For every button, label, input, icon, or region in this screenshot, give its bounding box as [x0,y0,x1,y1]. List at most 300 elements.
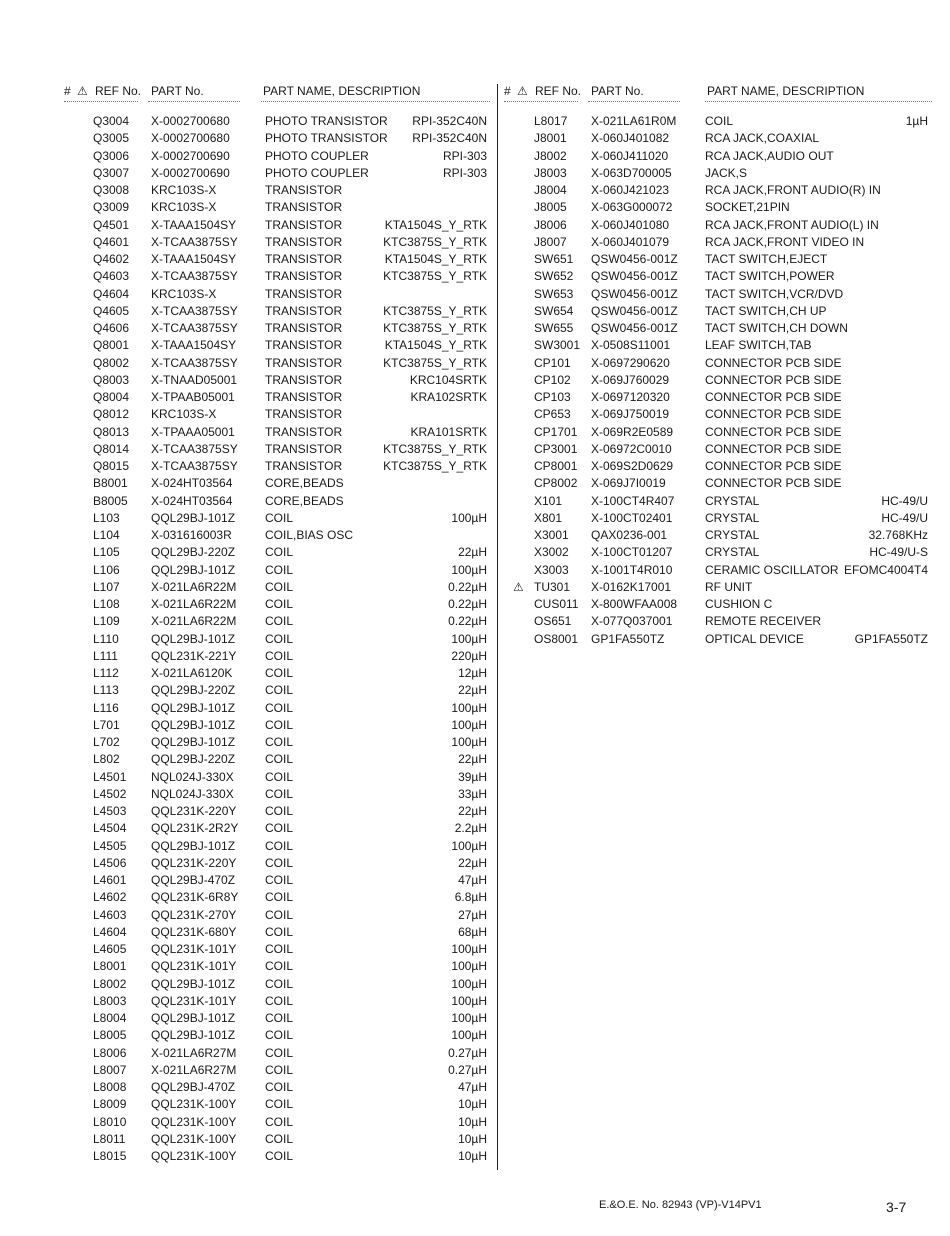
table-row [64,1131,490,1148]
value-cell: 0.22µH [448,614,487,629]
ref-no-cell: L111 [93,648,118,663]
part-no-cell: X-TAAA1504SY [151,252,237,266]
description-cell: COIL [265,666,294,680]
ref-no-cell: Q8002 [93,355,130,370]
description-cell: COIL [265,838,294,853]
part-no-cell: X-021LA6R22M [151,614,237,629]
table-row [64,872,490,889]
table-row [64,717,490,734]
part-no-cell: X-0697290620 [591,355,670,370]
part-no-cell: X-063D700005 [591,165,672,180]
description-cell: TRANSISTOR [265,252,343,266]
value-cell: 22µH [458,683,487,698]
value-cell: RPI-303 [442,165,487,180]
part-no-cell: X-077Q037001 [591,614,673,629]
value-cell: KTC3875S_Y_RTK [383,234,487,249]
table-row [504,613,932,630]
ref-no-cell: L8001 [93,959,127,974]
value-cell: 22µH [458,855,487,870]
ref-no-cell: CP653 [534,407,571,422]
table-row [504,217,932,234]
description-cell: COIL [265,786,294,801]
value-cell: 22µH [458,752,487,767]
value-cell: 10µH [458,1131,487,1146]
ref-no-cell: Q3006 [93,148,130,163]
value-cell: 100µH [451,700,487,715]
value-cell: 10µH [458,1149,487,1163]
ref-no-cell: OS651 [534,614,572,629]
part-no-cell: X-TCAA3875SY [151,441,238,456]
description-cell: TACT SWITCH,VCR/DVD [705,286,844,301]
ref-no-cell: B8005 [93,493,128,508]
value-cell: KTA1504S_Y_RTK [384,252,487,266]
part-no-cell: X-TAAA1504SY [151,338,237,353]
table-row [64,1027,490,1044]
ref-no-cell: SW652 [534,269,574,284]
ref-no-cell: Q3008 [93,183,130,197]
ref-no-cell: Q4602 [93,252,130,266]
part-no-cell: X-TAAA1504SY [151,217,237,232]
table-row [64,907,490,924]
part-no-cell: X-060J401080 [591,217,670,232]
description-cell: COIL [265,873,294,887]
part-no-cell: X-031616003R [151,528,232,542]
table-row [64,475,490,492]
table-row [64,648,490,665]
value-cell: EFOMC4004T4 [843,562,928,577]
table-row [64,303,490,320]
description-cell: JACK,S [705,165,748,180]
value-cell: 22µH [458,545,487,560]
parts-list-left [64,82,490,1165]
description-cell: RCA JACK,FRONT AUDIO(L) IN [705,217,879,232]
part-no-cell: QQL29BJ-101Z [151,735,236,749]
part-no-cell: QQL29BJ-101Z [151,700,236,715]
ref-no-cell: J8002 [534,148,567,163]
part-no-cell: QQL29BJ-220Z [151,683,236,698]
part-no-cell: X-021LA6R27M [151,1062,237,1077]
table-row [64,527,490,544]
table-row [64,820,490,837]
part-no-cell: QSW0456-001Z [591,252,678,266]
description-cell: TACT SWITCH,CH UP [705,303,827,318]
table-row [64,924,490,941]
description-cell: CRYSTAL [705,528,760,542]
description-cell: CORE,BEADS [265,493,344,508]
ref-no-cell: L113 [93,683,119,698]
part-no-cell: QQL29BJ-101Z [151,1011,236,1025]
description-cell: COIL [265,1028,294,1043]
part-no-cell: X-0002700690 [151,165,230,180]
value-cell: 220µH [451,648,487,663]
ref-no-cell: L8002 [93,976,127,991]
description-cell: CRYSTAL [705,510,760,525]
description-cell: CONNECTOR PCB SIDE [705,476,842,491]
description-cell: CONNECTOR PCB SIDE [705,372,842,387]
table-row [64,424,490,441]
footer-note: E.&O.E. No. 82943 (VP)-V14PV1 [599,1199,762,1211]
table-row [64,355,490,372]
description-cell: COIL [265,942,294,956]
description-cell: COIL [265,631,294,646]
description-cell: COIL [265,1062,294,1077]
table-row [64,165,490,182]
part-no-cell: X-1001T4R010 [591,562,673,577]
ref-no-cell: L107 [93,579,120,594]
ref-no-cell: J8006 [534,217,567,232]
value-cell: 0.27µH [448,1045,487,1060]
table-row [64,976,490,993]
description-cell: RCA JACK,FRONT VIDEO IN [705,234,865,249]
table-row [64,579,490,596]
description-cell: COIL [265,752,294,767]
part-no-cell: QQL231K-100Y [151,1149,237,1163]
part-no-cell: QQL29BJ-220Z [151,545,236,560]
table-row [64,286,490,303]
table-row [504,544,932,561]
description-cell: COIL [265,545,294,560]
table-row [64,700,490,717]
part-no-cell: KRC103S-X [151,200,217,215]
table-row [64,251,490,268]
value-cell: 100µH [451,562,487,577]
ref-no-cell: Q8015 [93,459,130,473]
ref-no-cell: L4502 [93,786,127,801]
description-cell: RCA JACK,COAXIAL [705,131,820,146]
part-no-cell: X-100CT01207 [591,545,673,560]
part-no-cell: KRC103S-X [151,183,217,197]
part-no-cell: QQL29BJ-220Z [151,752,236,767]
ref-no-cell: J8005 [534,200,567,215]
description-cell: CUSHION C [705,597,773,611]
table-row [64,734,490,751]
ref-no-cell: L104 [93,528,120,542]
ref-no-cell: Q4605 [93,303,130,318]
part-no-cell: QQL231K-220Y [151,804,237,818]
description-cell: COIL [265,510,294,525]
ref-no-cell: Q8001 [93,338,130,353]
description-cell: TRANSISTOR [265,390,343,404]
description-cell: COIL [265,993,294,1008]
part-no-cell: QQL231K-221Y [151,648,237,663]
part-no-cell: X-060J421023 [591,183,670,197]
table-row [504,458,932,475]
ref-no-cell: CUS011 [534,597,579,611]
table-row [504,320,932,337]
part-no-cell: KRC103S-X [151,407,217,422]
ref-no-cell: Q3007 [93,165,130,180]
ref-no-cell: L8006 [93,1045,127,1060]
ref-no-cell: SW655 [534,321,574,335]
table-row [64,320,490,337]
part-no-cell: X-100CT02401 [591,510,673,525]
part-no-cell: X-TNAAD05001 [151,372,238,387]
part-no-cell: NQL024J-330X [151,786,234,801]
table-row [64,1148,490,1165]
part-no-cell: X-0002700680 [151,131,230,146]
ref-no-cell: L802 [93,752,120,767]
part-no-cell: X-069J760029 [591,372,670,387]
part-no-cell: QQL231K-270Y [151,907,237,922]
description-cell: TACT SWITCH,POWER [705,269,835,284]
header-underline [588,101,680,102]
description-cell: COIL [265,821,294,836]
table-row [64,458,490,475]
value-cell: 32.768KHz [868,528,928,542]
description-cell: REMOTE RECEIVER [705,614,822,629]
part-no-cell: QQL29BJ-101Z [151,976,236,991]
ref-no-cell: L4506 [93,855,127,870]
description-cell: COIL [265,683,294,698]
table-header-right [504,82,932,104]
table-row [504,389,932,406]
value-cell: HC-49/U-S [869,545,928,560]
part-no-cell: X-800WFAA008 [591,597,678,611]
value-cell: 100µH [451,959,487,974]
description-cell: PHOTO TRANSISTOR [265,114,388,128]
description-cell: CRYSTAL [705,493,760,508]
description-cell: TRANSISTOR [265,286,343,301]
ref-no-cell: Q8012 [93,407,130,422]
table-row [64,1096,490,1113]
value-cell: KTC3875S_Y_RTK [383,355,487,370]
description-cell: CONNECTOR PCB SIDE [705,355,842,370]
table-row [64,751,490,768]
part-no-cell: QQL231K-101Y [151,959,237,974]
part-no-cell: QQL231K-101Y [151,993,237,1008]
header-hash: # [64,84,71,98]
ref-no-cell: L8007 [93,1062,127,1077]
ref-no-cell: L4505 [93,838,127,853]
table-row [64,372,490,389]
description-cell: COIL [265,597,294,611]
value-cell: 100µH [451,631,487,646]
table-row [504,596,932,613]
ref-no-cell: L106 [93,562,120,577]
value-cell: KTC3875S_Y_RTK [383,269,487,284]
description-cell: COIL [265,959,294,974]
ref-no-cell: L4501 [93,769,127,784]
part-no-cell: QQL29BJ-101Z [151,838,236,853]
table-row [64,631,490,648]
value-cell: HC-49/U [881,493,928,508]
table-header-left [64,82,490,104]
description-cell: COIL [265,1114,294,1129]
table-row [64,113,490,130]
header-underline [504,101,578,102]
value-cell: 47µH [458,873,487,887]
part-no-cell: X-0508S11001 [591,338,671,353]
part-no-cell: X-060J401079 [591,234,670,249]
part-no-cell: X-021LA61R0M [591,114,677,128]
table-row [504,182,932,199]
ref-no-cell: Q4501 [93,217,130,232]
table-row [504,493,932,510]
part-no-cell: X-TCAA3875SY [151,459,238,473]
description-cell: COIL [265,648,294,663]
part-no-cell: QQL231K-680Y [151,924,237,939]
part-no-cell: QAX0236-001 [591,528,668,542]
ref-no-cell: L4503 [93,804,127,818]
table-row [64,182,490,199]
value-cell: KTC3875S_Y_RTK [383,459,487,473]
warning-icon: ⚠ [77,84,88,98]
ref-no-cell: L103 [93,510,120,525]
part-no-cell: QQL29BJ-101Z [151,631,236,646]
table-row [504,199,932,216]
description-cell: RF UNIT [705,579,753,594]
description-cell: TRANSISTOR [265,459,343,473]
part-no-cell: X-024HT03564 [151,476,233,491]
table-row [64,406,490,423]
value-cell: KRA102SRTK [410,390,487,404]
table-row [504,130,932,147]
safety-warning-icon: ⚠ [513,579,524,594]
part-no-cell: X-0162K17001 [591,579,672,594]
table-row [64,855,490,872]
ref-no-cell: X3003 [534,562,569,577]
value-cell: RPI-303 [442,148,487,163]
value-cell: 1µH [905,114,928,128]
ref-no-cell: CP8002 [534,476,578,491]
ref-no-cell: Q3004 [93,114,130,128]
part-no-cell: QQL231K-101Y [151,942,237,956]
table-row [64,682,490,699]
table-row [504,631,932,648]
description-cell: COIL [265,735,294,749]
ref-no-cell: L110 [93,631,119,646]
part-no-cell: NQL024J-330X [151,769,234,784]
description-cell: COIL [265,1149,294,1163]
table-row [64,803,490,820]
table-row [64,1079,490,1096]
part-no-cell: QSW0456-001Z [591,269,678,284]
ref-no-cell: L8011 [93,1131,126,1146]
table-row [64,613,490,630]
ref-no-cell: L112 [93,666,119,680]
table-row [64,562,490,579]
description-cell: COIL [265,1080,294,1094]
ref-no-cell: L109 [93,614,120,629]
value-cell: 68µH [458,924,487,939]
table-row [64,1062,490,1079]
value-cell: GP1FA550TZ [854,631,928,646]
part-no-cell: X-069R2E0589 [591,424,674,439]
description-cell: TRANSISTOR [265,355,343,370]
description-cell: COIL [265,579,294,594]
part-no-cell: X-TCAA3875SY [151,355,238,370]
table-row [504,268,932,285]
description-cell: CONNECTOR PCB SIDE [705,441,842,456]
table-row [64,889,490,906]
table-row [64,1010,490,1027]
description-cell: COIL [265,976,294,991]
description-cell: TRANSISTOR [265,217,343,232]
ref-no-cell: J8003 [534,165,567,180]
table-row [504,113,932,130]
header-description: PART NAME, DESCRIPTION [263,84,421,98]
part-no-cell: X-TCAA3875SY [151,303,238,318]
table-row [504,475,932,492]
ref-no-cell: SW651 [534,252,574,266]
table-row [64,234,490,251]
description-cell: PHOTO TRANSISTOR [265,131,388,146]
header-description: PART NAME, DESCRIPTION [707,84,865,98]
part-no-cell: X-06972C0010 [591,441,672,456]
value-cell: KRA101SRTK [410,424,487,439]
description-cell: OPTICAL DEVICE [705,631,804,646]
ref-no-cell: Q3009 [93,200,130,215]
value-cell: 6.8µH [454,890,487,905]
ref-no-cell: Q4606 [93,321,130,335]
description-cell: CONNECTOR PCB SIDE [705,390,842,404]
description-cell: COIL [265,562,294,577]
table-row [64,199,490,216]
part-no-cell: QQL231K-2R2Y [151,821,239,836]
table-row [64,665,490,682]
table-row [504,234,932,251]
part-no-cell: X-069J7I0019 [591,476,666,491]
description-cell: CONNECTOR PCB SIDE [705,424,842,439]
table-row [64,441,490,458]
description-cell: TRANSISTOR [265,234,343,249]
ref-no-cell: L4604 [93,924,127,939]
ref-no-cell: X3001 [534,528,569,542]
header-ref-no: REF No. [535,84,582,98]
value-cell: 100µH [451,1028,487,1043]
ref-no-cell: TU301 [534,579,571,594]
value-cell: 100µH [451,993,487,1008]
description-cell: COIL [265,1097,294,1112]
table-row [504,406,932,423]
ref-no-cell: L4504 [93,821,127,836]
table-row [504,303,932,320]
page-number: 3-7 [886,1199,907,1215]
part-no-cell: QQL29BJ-101Z [151,510,236,525]
table-row [504,441,932,458]
header-part-no: PART No. [151,84,204,98]
ref-no-cell: X3002 [534,545,569,560]
parts-rows-left [64,113,490,1165]
part-no-cell: QSW0456-001Z [591,321,678,335]
description-cell: COIL [265,890,294,905]
header-underline [148,101,240,102]
part-no-cell: QQL231K-100Y [151,1114,237,1129]
description-cell: TRANSISTOR [265,200,343,215]
description-cell: COIL [265,804,294,818]
table-row [64,1114,490,1131]
ref-no-cell: CP103 [534,390,571,404]
table-row [64,993,490,1010]
table-row [64,596,490,613]
description-cell: COIL [265,614,294,629]
description-cell: COIL [265,907,294,922]
value-cell: 10µH [458,1114,487,1129]
table-row [504,355,932,372]
ref-no-cell: L4605 [93,942,127,956]
value-cell: 100µH [451,735,487,749]
ref-no-cell: J8007 [534,234,567,249]
value-cell: 0.22µH [448,597,487,611]
description-cell: TACT SWITCH,EJECT [705,252,828,266]
part-no-cell: X-060J411020 [591,148,669,163]
description-cell: TRANSISTOR [265,407,343,422]
description-cell: CONNECTOR PCB SIDE [705,407,842,422]
description-cell: COIL [265,1011,294,1025]
ref-no-cell: L8008 [93,1080,127,1094]
description-cell: CORE,BEADS [265,476,344,491]
part-no-cell: QQL29BJ-470Z [151,873,236,887]
